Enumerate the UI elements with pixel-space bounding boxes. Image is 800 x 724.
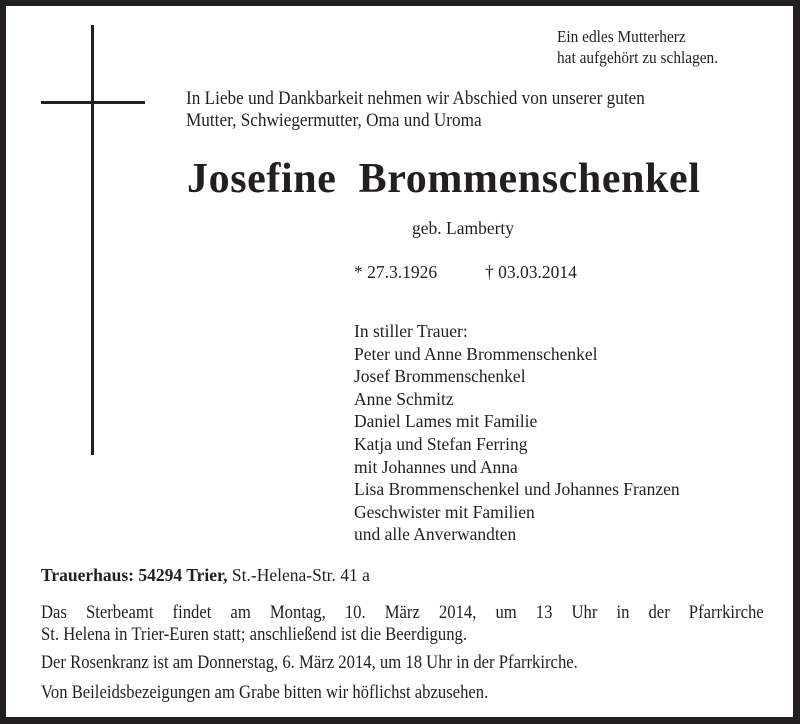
mourner: Daniel Lames mit Familie: [354, 411, 538, 432]
birth-date: * 27.3.1926: [354, 262, 438, 282]
mourner: Geschwister mit Familien: [354, 501, 535, 522]
requiem-line: Das Sterbeamt findet am Montag, 10. März 2014, um 13 Uhr in der Pfarrkirche: [41, 603, 764, 623]
cross-icon-vertical-bar: [91, 25, 94, 455]
mourner: Peter und Anne Brommenschenkel: [354, 343, 598, 364]
motto-line: Ein edles Mutterherz: [557, 27, 686, 46]
mourners-heading: In stiller Trauer:: [354, 321, 468, 341]
mourner: und alle Anverwandten: [354, 524, 517, 545]
death-date: † 03.03.2014: [485, 262, 577, 282]
mourner: Josef Brommenschenkel: [354, 366, 526, 387]
requiem-info: [41, 602, 764, 646]
rosary-info: Der Rosenkranz ist am Donnerstag, 6. März 2014, um 18 Uhr in der Pfarrkirche.: [41, 653, 578, 673]
intro-line: In Liebe und Dankbarkeit nehmen wir Abschied von unserer guten: [186, 88, 645, 109]
mourner: mit Johannes und Anna: [354, 456, 518, 477]
obituary-notice: [6, 6, 793, 717]
mourner: Anne Schmitz: [354, 388, 454, 409]
mourner: Katja und Stefan Ferring: [354, 433, 528, 454]
maiden-name: geb. Lamberty: [412, 218, 515, 238]
requiem-line: St. Helena in Trier-Euren statt; anschließend ist die Beerdigung.: [41, 625, 468, 645]
cross-icon-horizontal-bar: [41, 101, 145, 104]
intro-line: Mutter, Schwiegermutter, Oma und Uroma: [186, 110, 482, 131]
motto-line: hat aufgehört zu schlagen.: [557, 48, 719, 67]
motto: [557, 26, 718, 68]
deceased-name: Josefine Brommenschenkel: [187, 156, 701, 202]
house-of-mourning: [41, 567, 370, 585]
mourners-list: [354, 320, 680, 546]
house-of-mourning-label: Trauerhaus: 54294 Trier,: [41, 565, 228, 585]
condolences-note: Von Beileidsbezeigungen am Grabe bitten wir höflichst abzusehen.: [41, 683, 489, 703]
mourner: Lisa Brommenschenkel und Johannes Franzen: [354, 479, 680, 500]
house-of-mourning-address: St.-Helena-Str. 41 a: [227, 565, 370, 585]
intro-text: [186, 88, 645, 132]
